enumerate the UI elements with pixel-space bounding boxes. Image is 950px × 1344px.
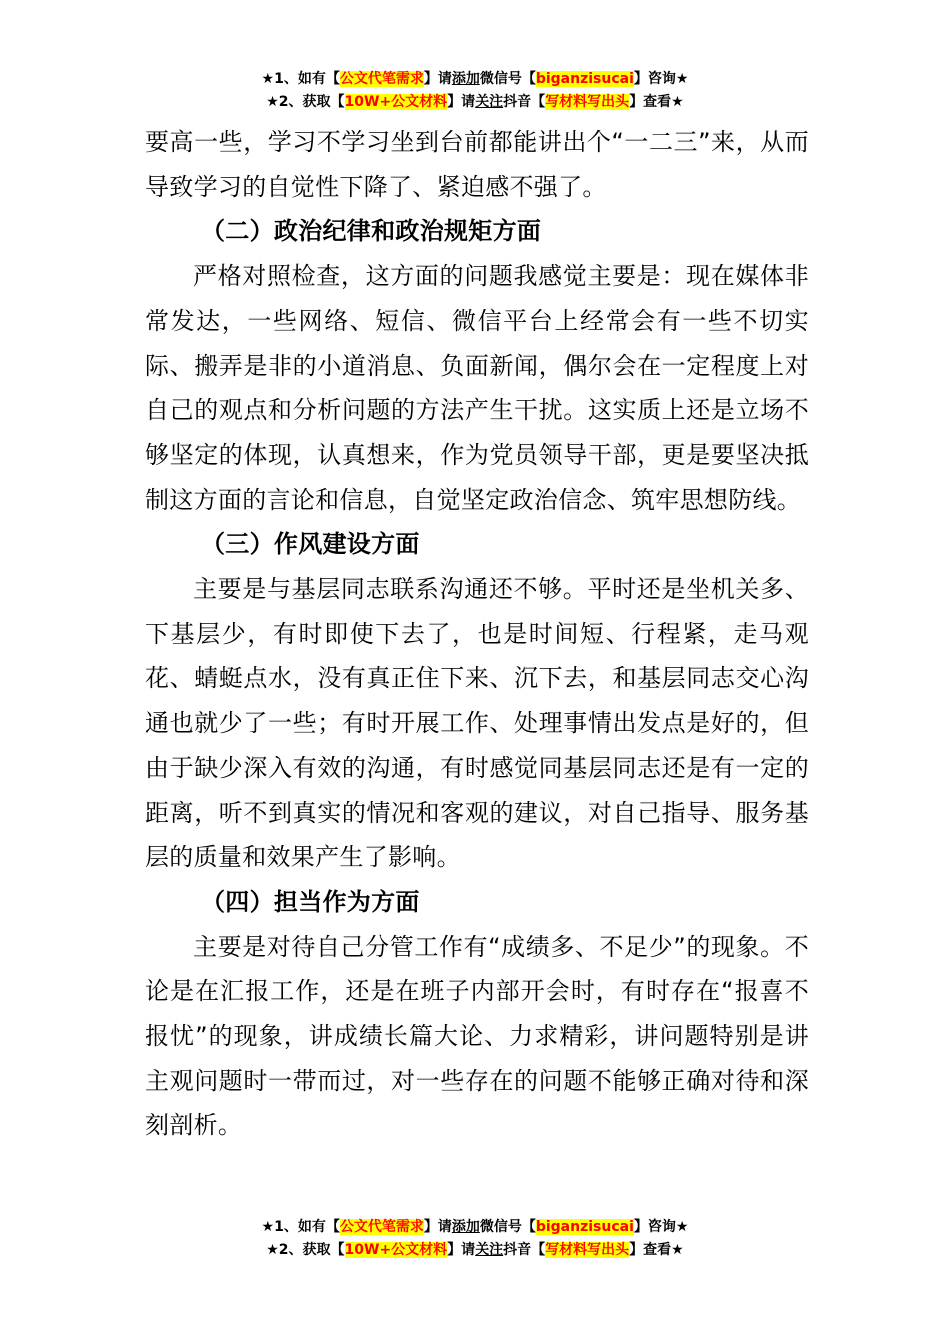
section-heading: （四）担当作为方面: [201, 887, 420, 916]
banner-text: ★1、如有【: [261, 71, 340, 87]
banner-line-2: [0, 91, 950, 114]
banner-text: 】请: [423, 1219, 452, 1235]
intro-continuation: 要高一些，学习不学习坐到台前都能讲出个“一二三”来，从而导致学习的自觉性下降了、紧迫感不强了。: [145, 128, 809, 201]
banner-text: 】请: [423, 71, 452, 87]
banner-text: ★2、获取【: [266, 1242, 345, 1258]
banner-highlight: biganzisucai: [535, 1219, 634, 1235]
section-paragraph: 主要是与基层同志联系沟通还不够。平时还是坐机关多、下基层少，有时即使下去了，也是时间短、行程紧，走马观花、蜻蜓点水，没有真正住下来、沉下去，和基层同志交心沟通也就少了一些；有时开展工作、处理事情出发点是好的，但由于缺少深入有效的沟通，有时感觉同基层同志还是有一定的距离，听不到真实的情况和客观的建议，对自己指导、服务基层的质量和效果产生了影响。: [145, 575, 809, 872]
banner-highlight: 写材料写出头: [545, 1242, 630, 1258]
banner-text: 】查看★: [629, 94, 684, 110]
banner-line-1: [0, 1216, 950, 1239]
banner-underlined: 添加: [451, 1219, 480, 1235]
banner-text: 】咨询★: [633, 1219, 689, 1235]
banner-highlight: 公文代笔需求: [339, 1219, 424, 1235]
banner-text: ★1、如有【: [261, 1219, 340, 1235]
banner-text: ★2、获取【: [266, 94, 345, 110]
document-body: [145, 120, 809, 1148]
banner-underlined: 关注: [475, 1242, 504, 1258]
banner-highlight: 10W+公文材料: [344, 94, 448, 110]
banner-text: 抖音【: [503, 94, 546, 110]
section-heading: （二）政治纪律和政治规矩方面: [201, 217, 542, 246]
banner-highlight: biganzisucai: [535, 71, 634, 87]
banner-text: 微信号【: [479, 1219, 536, 1235]
banner-highlight: 写材料写出头: [545, 94, 630, 110]
banner-underlined: 关注: [475, 94, 504, 110]
section-paragraph: 主要是对待自己分管工作有“成绩多、不足少”的现象。不论是在汇报工作，还是在班子内部开会时，有时存在“报喜不报忧”的现象，讲成绩长篇大论、力求精彩，讲问题特别是讲主观问题时一带而过，对一些存在的问题不能够正确对待和深刻剖析。: [145, 932, 810, 1140]
banner-text: 抖音【: [503, 1242, 546, 1258]
banner-line-2: [0, 1239, 950, 1262]
banner-text: 微信号【: [479, 71, 536, 87]
section-heading: （三）作风建设方面: [201, 530, 420, 559]
banner-text: 】请: [447, 1242, 476, 1258]
banner-underlined: 添加: [451, 71, 480, 87]
banner-text: 】咨询★: [633, 71, 689, 87]
header-banner: [0, 68, 950, 114]
banner-text: 】查看★: [629, 1242, 684, 1258]
footer-banner: [0, 1216, 950, 1262]
banner-text: 】请: [447, 94, 476, 110]
banner-line-1: [0, 68, 950, 91]
banner-highlight: 10W+公文材料: [344, 1242, 448, 1258]
banner-highlight: 公文代笔需求: [339, 71, 424, 87]
section-paragraph: 严格对照检查，这方面的问题我感觉主要是：现在媒体非常发达，一些网络、短信、微信平台上经常会有一些不切实际、搬弄是非的小道消息、负面新闻，偶尔会在一定程度上对自己的观点和分析问题的方法产生干扰。这实质上还是立场不够坚定的体现，认真想来，作为党员领导干部，更是要坚决抵制这方面的言论和信息，自觉坚定政治信念、筑牢思想防线。: [145, 262, 809, 514]
